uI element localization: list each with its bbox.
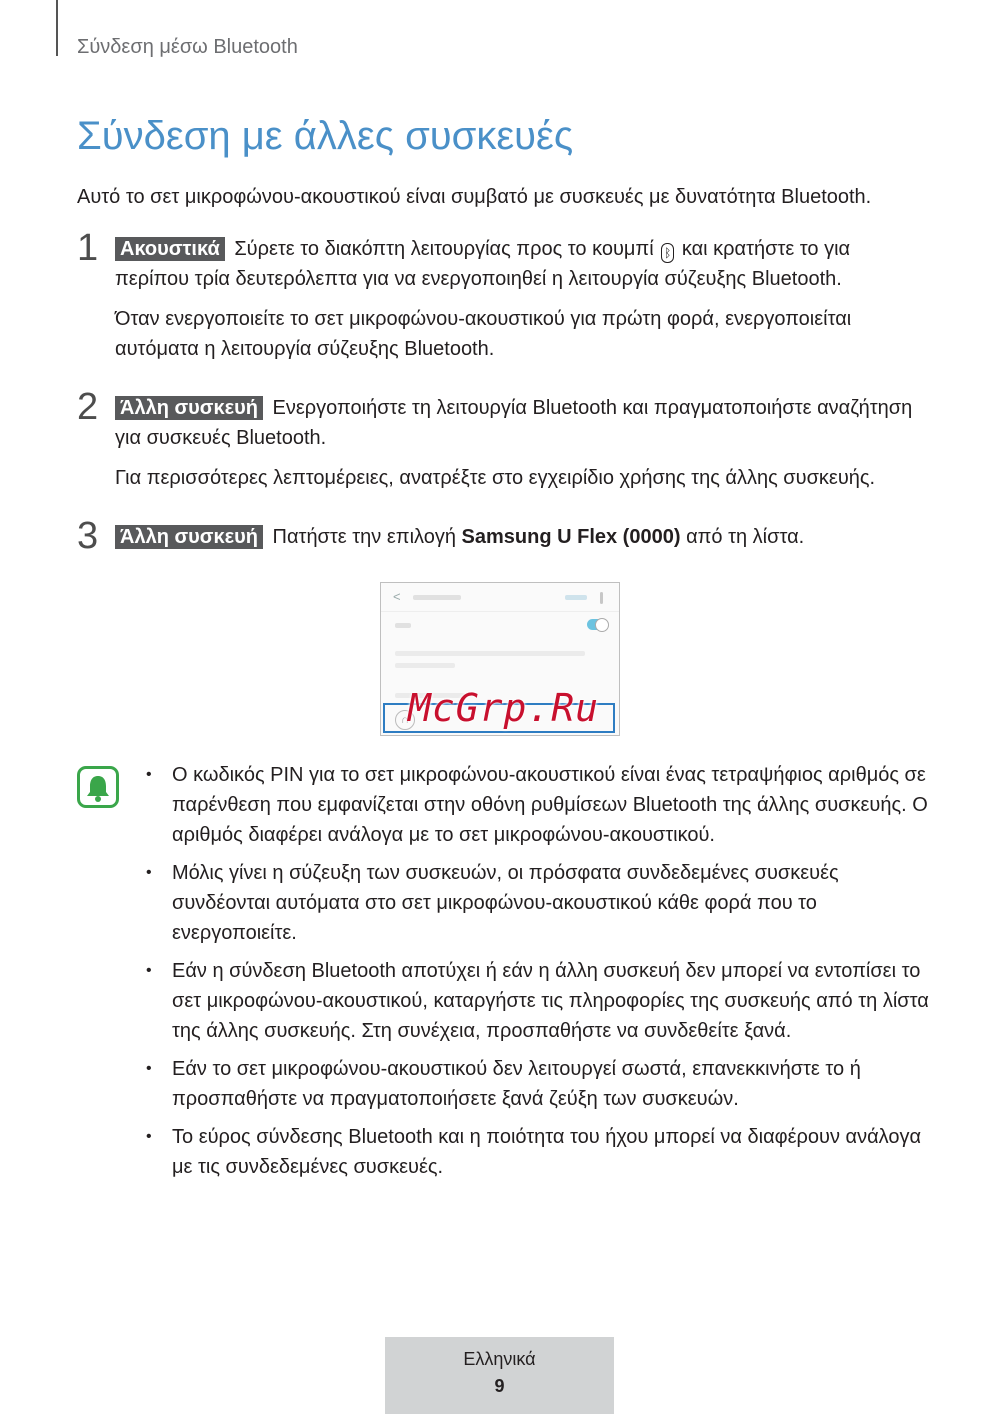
page-title: Σύνδεση με άλλες συσκευές <box>77 114 574 158</box>
notes-list <box>146 760 936 1190</box>
instruction-text: Σύρετε το διακόπτη λειτουργίας προς το κουμπί <box>234 238 654 260</box>
step-body <box>115 393 917 493</box>
step-instruction <box>115 393 917 453</box>
screen-action-placeholder <box>565 595 587 600</box>
step-2 <box>77 386 917 503</box>
header-rule <box>56 0 58 56</box>
step-note: Για περισσότερες λεπτομέρειες, ανατρέξτε στο εγχειρίδιο χρήσης της άλλης συσκευής. <box>115 467 876 489</box>
description-placeholder <box>395 663 455 668</box>
running-header: Σύνδεση μέσω Bluetooth <box>77 36 298 58</box>
bluetooth-toggle <box>587 619 607 630</box>
step-note: Όταν ενεργοποιείτε το σετ μικροφώνου-ακουστικού για πρώτη φορά, ενεργοποιείται αυτόματα η λειτουργία σύζευξης Bluetooth. <box>115 308 852 360</box>
switch-label-placeholder <box>395 623 411 628</box>
device-tag: Άλλη συσκευή <box>115 396 263 420</box>
step-instruction <box>115 234 917 294</box>
intro-text: Αυτό το σετ μικροφώνου-ακουστικού είναι συμβατό με συσκευές με δυνατότητα Bluetooth. <box>77 186 872 208</box>
list-item: • Εάν το σετ μικροφώνου-ακουστικού δεν λειτουργεί σωστά, επανεκκινήστε το ή προσπαθήστε να πραγματοποιήσετε ξανά ζεύξη των συσκευών. <box>146 1054 936 1114</box>
footer-language: Ελληνικά <box>463 1349 536 1369</box>
instruction-text: Ενεργοποιήστε τη λειτουργία Bluetooth και πραγματοποιήστε αναζήτηση για συσκευές Bluetooth. <box>115 397 913 449</box>
back-arrow-icon: < <box>393 589 401 604</box>
step-body <box>115 522 917 552</box>
list-item: • Εάν η σύνδεση Bluetooth αποτύχει ή εάν η άλλη συσκευή δεν μπορεί να εντοπίσει το σετ μικροφώνου-ακουστικού, καταργήστε τις πληροφορίες της συσκευής από τη λίστα της άλλης συσκευής. Στη συνέχεια, προσπαθήστε να συνδεθείτε ξανά. <box>146 956 936 1046</box>
page-number: 9 <box>494 1376 505 1396</box>
instruction-text: Πατήστε την επιλογή <box>272 526 456 548</box>
note-bell-icon <box>77 766 119 808</box>
device-tag: Ακουστικά <box>115 237 225 261</box>
step-number: 1 <box>77 227 99 269</box>
instruction-text: και κρατήστε το για περίπου τρία δευτερόλεπτα για να ενεργοποιηθεί η λειτουργία σύζευξης Bluetooth. <box>115 238 851 290</box>
screen-title-placeholder <box>413 595 461 600</box>
device-tag: Άλλη συσκευή <box>115 525 263 549</box>
list-item: • Το εύρος σύνδεσης Bluetooth και η ποιότητα του ήχου μπορεί να διαφέρουν ανάλογα με τις συνδεδεμένες συσκευές. <box>146 1122 936 1182</box>
step-instruction <box>115 522 917 552</box>
list-item: • Ο κωδικός PIN για το σετ μικροφώνου-ακουστικού είναι ένας τετραψήφιος αριθμός σε παρένθεση που εμφανίζεται στην οθόνη ρυθμίσεων Bluetooth της άλλης συσκευής. Ο αριθμός διαφέρει ανάλογα με το σετ μικροφώνου-ακουστικού. <box>146 760 936 850</box>
list-item: • Μόλις γίνει η σύζευξη των συσκευών, οι πρόσφατα συνδεδεμένες συσκευές συνδέονται αυτόματα στο σετ μικροφώνου-ακουστικού κάθε φορά που το ενεργοποιείτε. <box>146 858 936 948</box>
description-placeholder <box>395 651 585 656</box>
bluetooth-icon: ᛒ <box>661 243 674 263</box>
step-body <box>115 234 917 364</box>
step-number: 2 <box>77 386 99 428</box>
watermark: McGrp.Ru <box>408 686 600 730</box>
toggle-knob <box>595 618 609 632</box>
headset-icon: ∩ <box>395 710 415 730</box>
step-1 <box>77 227 917 374</box>
step-3 <box>77 515 917 562</box>
page-footer <box>385 1337 614 1414</box>
step-number: 3 <box>77 515 99 557</box>
instruction-text: από τη λίστα. <box>686 526 805 548</box>
screen-top-bar <box>381 583 619 612</box>
device-name: Samsung U Flex (0000) <box>461 526 681 548</box>
more-options-icon <box>600 592 603 604</box>
